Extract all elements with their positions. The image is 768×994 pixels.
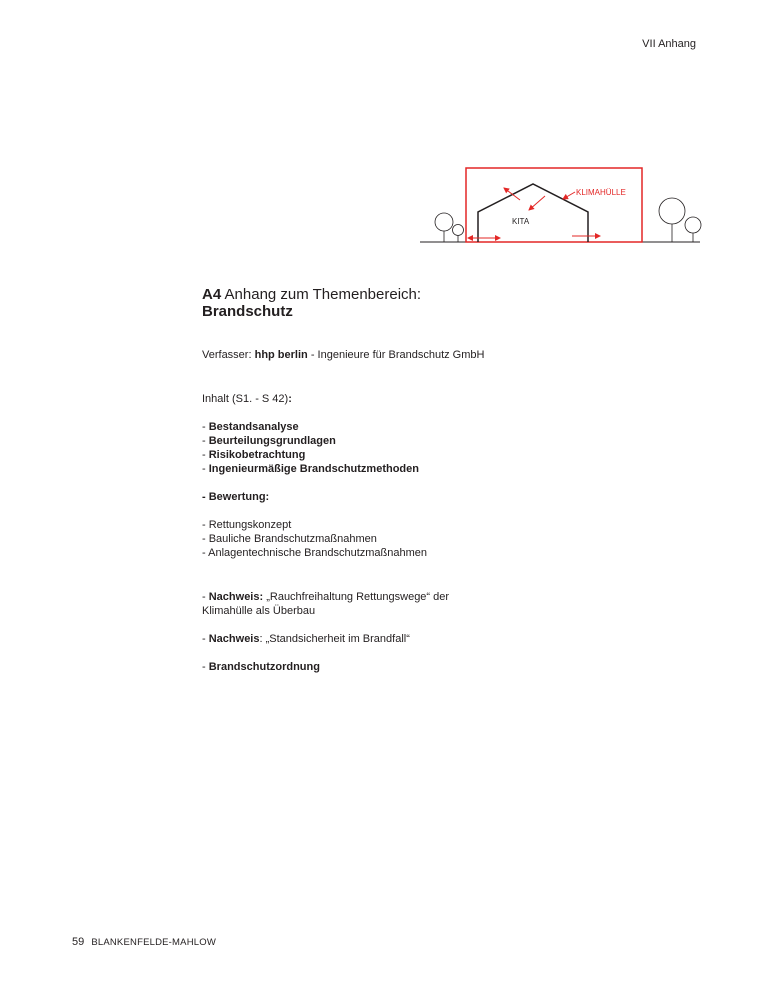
contents-heading-colon: : (288, 393, 292, 405)
list-item: - Bauliche Brandschutzmaßnahmen (202, 533, 377, 545)
bewertung-label: - Bewertung: (202, 491, 270, 503)
list-item: - Rettungskonzept (202, 519, 292, 531)
fire-order-label: Brandschutzordnung (208, 661, 320, 673)
list-item: - Risikobetrachtung (202, 449, 306, 461)
list-item: - Ingenieurmäßige Brandschutzmethoden (202, 463, 419, 475)
running-header: VII Anhang (642, 38, 696, 50)
list-item-label: Risikobetrachtung (208, 449, 306, 461)
author-line (202, 348, 484, 362)
author-label: Verfasser: (202, 349, 252, 361)
section-title-line1: Anhang zum Themenbereich: (224, 286, 422, 303)
section-title-line2: Brandschutz (202, 303, 293, 320)
list-item: - Beurteilungsgrundlagen (202, 435, 336, 447)
page-number: 59 (72, 936, 85, 948)
tree-right-group (659, 198, 701, 242)
contents-list (202, 420, 419, 476)
author-name: hhp berlin (254, 349, 308, 361)
tree-left-group (435, 213, 464, 242)
nachweis-smoke: - Nachweis: „Rauchfreihaltung Rettungswege“ der Klimahülle als Überbau (202, 591, 450, 617)
bewertung-list (202, 518, 427, 560)
nachweis-label: Nachweis: (208, 591, 264, 603)
building-outline (478, 184, 588, 242)
contents-heading-text: Inhalt (S1. - S 42) (202, 393, 289, 405)
list-item: - Bestandsanalyse (202, 421, 299, 433)
bewertung-heading (202, 490, 269, 504)
list-item-label: Beurteilungsgrundlagen (208, 435, 336, 447)
nachweis-text-line1: „Rauchfreihaltung Rettungswege“ der (266, 591, 450, 603)
climate-envelope-diagram (0, 0, 768, 260)
list-item: - Anlagentechnische Brandschutzmaßnahmen (202, 547, 428, 559)
nachweis-text-line2: Klimahülle als Überbau (202, 605, 316, 617)
nachweis-text: : „Standsicherheit im Brandfall“ (259, 633, 410, 645)
fire-order-item: - Brandschutzordnung (202, 661, 320, 673)
author-rest: - Ingenieure für Brandschutz GmbH (310, 349, 485, 361)
section-title (202, 286, 421, 320)
climate-envelope-label: KLIMAHÜLLE (576, 188, 626, 197)
list-item-label: Bestandsanalyse (208, 421, 299, 433)
page-footer (72, 936, 216, 948)
building-label: KITA (512, 217, 530, 226)
list-item-label: Ingenieurmäßige Brandschutzmethoden (208, 463, 419, 475)
section-code: A4 (202, 286, 222, 303)
contents-heading (202, 392, 292, 406)
footer-place: BLANKENFELDE-MAHLOW (91, 937, 216, 948)
nachweis-label: Nachweis (208, 633, 260, 645)
nachweis-stability: - Nachweis: „Standsicherheit im Brandfall“ (202, 633, 410, 645)
